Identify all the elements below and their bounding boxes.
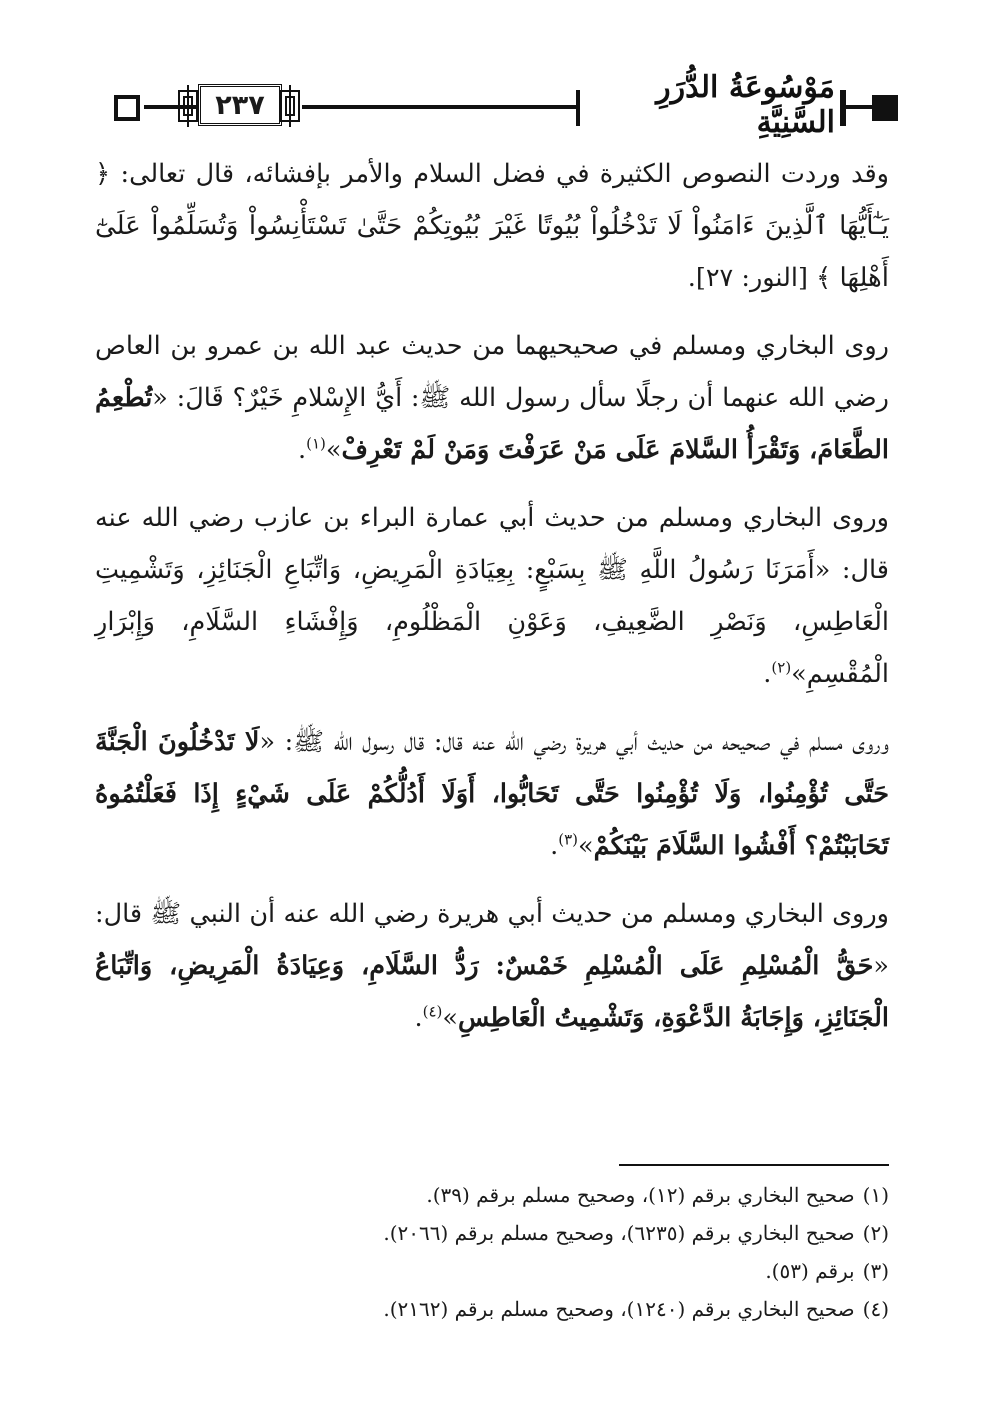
footnote	[99, 1290, 889, 1328]
paragraph-text: وروى مسلم في صحيحه من حديث أبي هريرة رضي الله عنه قال: قال رسول الله ﷺ: «	[259, 727, 889, 757]
paragraph-text: »	[578, 831, 594, 861]
footnote	[99, 1252, 889, 1290]
footnote-marker: (٣)	[558, 830, 578, 849]
paragraph-text: .	[298, 435, 307, 465]
page-number: ٢٣٧	[198, 84, 282, 126]
footnote-text: برقم (٥٣).	[765, 1259, 855, 1283]
footnote-marker: (٢)	[771, 658, 792, 677]
footnote	[99, 1214, 889, 1252]
paragraph	[95, 492, 889, 700]
paragraph	[95, 148, 889, 304]
paragraph-text: وقد وردت النصوص الكثيرة في فضل السلام والأمر بإفشائه، قال تعالى:	[110, 159, 889, 189]
footnote-number: (١)	[862, 1183, 889, 1207]
paragraph-text: .	[763, 659, 772, 689]
footnote-marker: (١)	[306, 434, 326, 453]
paragraph	[95, 320, 889, 476]
footnote-separator	[619, 1164, 889, 1166]
paragraph	[95, 888, 889, 1044]
hadith-text: حَقُّ الْمُسْلِمِ عَلَى الْمُسْلِمِ خَمْسٌ: رَدُّ السَّلَامِ، وَعِيَادَةُ الْمَرِيضِ، وَاتِّبَاعُ الْجَنَائِزِ، وَإِجَابَةُ الدَّعْوَةِ، وَتَشْمِيتُ الْعَاطِسِ	[95, 951, 889, 1033]
ornament-square-left	[114, 95, 140, 121]
footnote-marker: (٤)	[422, 1002, 443, 1021]
paragraph-text: وروى البخاري ومسلم من حديث أبي هريرة رضي الله عنه أن النبي ﷺ قال: «	[95, 899, 889, 981]
quran-verse: ﴿ يَـٰٓأَيُّهَا ٱلَّذِينَ ءَامَنُواْ لَا تَدْخُلُواْ بُيُوتًا غَيْرَ بُيُوتِكُمْ حَتَّىٰ تَسْتَأْنِسُواْ وَتُسَلِّمُواْ عَلَىٰٓ أَهْلِهَا ﴾	[95, 159, 889, 293]
footnote	[99, 1176, 889, 1214]
knot-ornament-right-icon	[278, 85, 302, 127]
paragraph	[95, 716, 889, 872]
paragraph-text: .	[550, 831, 559, 861]
footnote-text: صحيح البخاري برقم (١٢)، وصحيح مسلم برقم (٣٩).	[426, 1183, 855, 1207]
series-title: مَوْسُوعَةُ الدُّرَرِ السَّنِيَّةِ	[580, 82, 835, 128]
paragraph-text: .	[414, 1003, 423, 1033]
main-text	[95, 148, 889, 1060]
page-header	[110, 70, 900, 140]
footnote-number: (٢)	[862, 1221, 889, 1245]
footnote-number: (٤)	[862, 1297, 889, 1321]
hadith-text: لَا تَدْخُلُونَ الْجَنَّةَ حَتَّى تُؤْمِنُوا، وَلَا تُؤْمِنُوا حَتَّى تَحَابُّوا، أَوَلَا أَدُلُّكُمْ عَلَى شَيْءٍ إِذَا فَعَلْتُمُوهُ تَحَابَبْتُمْ؟ أَفْشُوا السَّلَامَ بَيْنَكُمْ	[95, 727, 889, 861]
paragraph-text: روى البخاري ومسلم في صحيحيهما من حديث عبد الله بن عمرو بن العاص رضي الله عنهما أن رجلًا سأل رسول الله ﷺ: أَيُّ الإِسْلامِ خَيْرٌ؟ قَالَ: «	[95, 331, 889, 413]
footnote-text: صحيح البخاري برقم (٦٢٣٥)، وصحيح مسلم برقم (٢٠٦٦).	[383, 1221, 855, 1245]
hadith-text: تُطْعِمُ الطَّعَامَ، وَتَقْرَأُ السَّلامَ عَلَى مَنْ عَرَفْتَ وَمَنْ لَمْ تَعْرِفْ	[95, 383, 889, 465]
paragraph-text: وروى البخاري ومسلم من حديث أبي عمارة البراء بن عازب رضي الله عنه قال: «أَمَرَنَا رَسُولُ اللَّهِ ﷺ بِسَبْعٍ: بِعِيَادَةِ الْمَرِيضِ، وَاتِّبَاعِ الْجَنَائِزِ، وَتَشْمِيتِ الْعَاطِسِ، وَنَصْرِ الضَّعِيفِ، وَعَوْنِ الْمَظْلُومِ، وَإِفْشَاءِ السَّلَامِ، وَإِبْرَارِ الْمُقْسِمِ»	[95, 503, 889, 689]
footnote-text: صحيح البخاري برقم (١٢٤٠)، وصحيح مسلم برقم (٢١٦٢).	[383, 1297, 855, 1321]
paragraph-text: [النور: ٢٧].	[687, 263, 817, 293]
ornament-square-right	[872, 95, 898, 121]
knot-ornament-left-icon	[176, 85, 200, 127]
footnotes	[99, 1176, 889, 1328]
footnote-number: (٣)	[862, 1259, 889, 1283]
header-rule-middle	[302, 105, 578, 109]
paragraph-text: »	[325, 435, 342, 465]
paragraph-text: »	[442, 1003, 459, 1033]
